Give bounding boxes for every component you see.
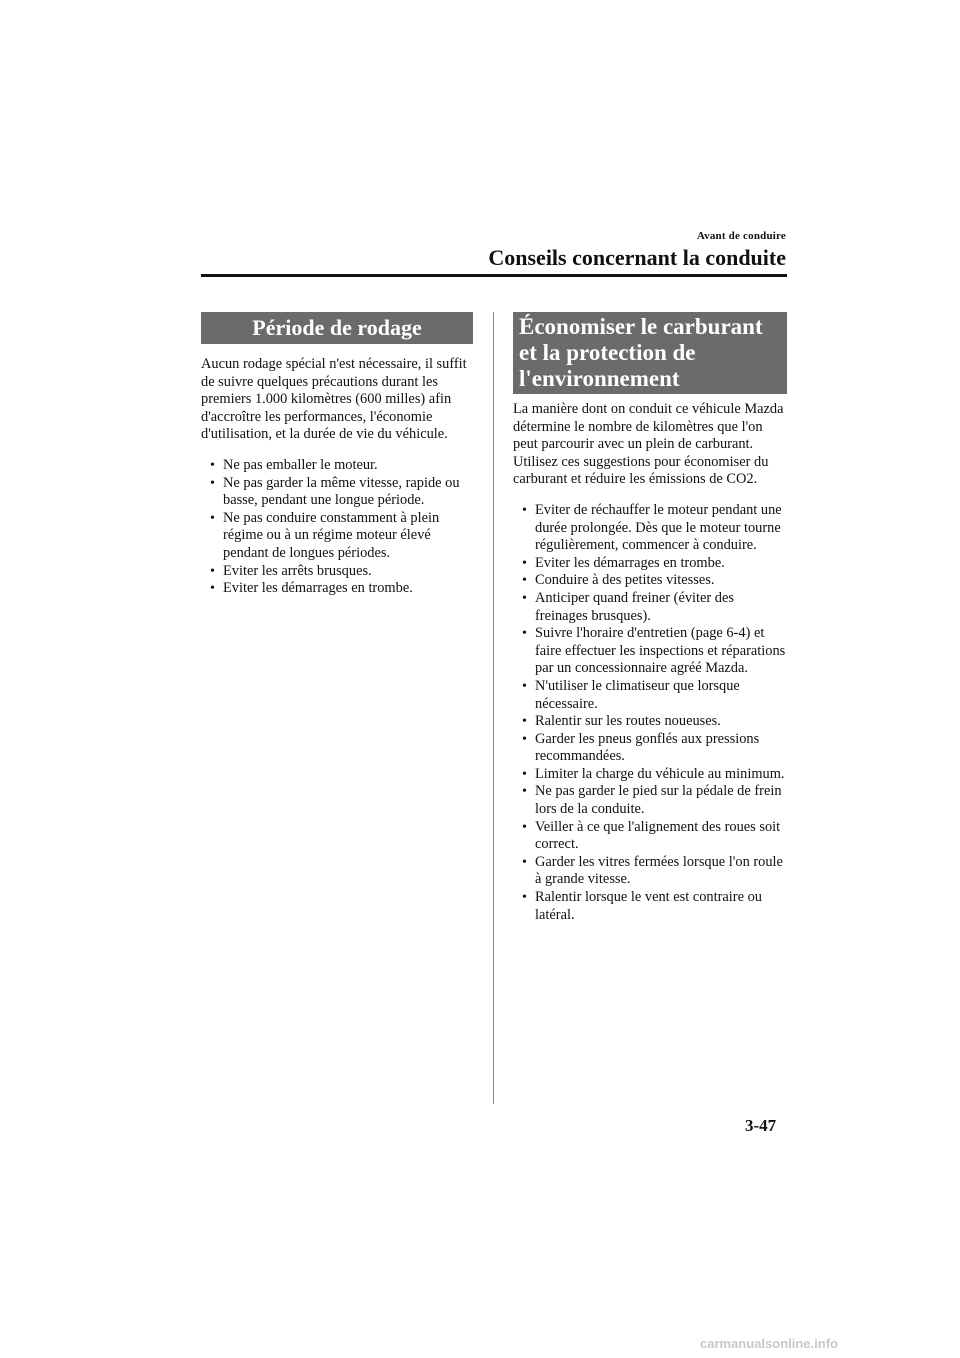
- bullet-icon: •: [522, 678, 527, 694]
- list-item: • Garder les vitres fermées lorsque l'on roule à grande vitesse.: [522, 853, 783, 888]
- watermark: carmanualsonline.info: [700, 1336, 838, 1351]
- bullet-icon: •: [522, 766, 527, 782]
- list-item: • Ne pas conduire constamment à plein régime ou à un régime moteur élevé pendant de longues périodes.: [210, 509, 440, 561]
- bullet-icon: •: [522, 502, 527, 518]
- left-column: [201, 312, 473, 598]
- bullet-icon: •: [522, 555, 527, 571]
- intro-paragraph-break-in: Aucun rodage spécial n'est nécessaire, il suffit de suivre quelques précautions durant les premiers 1.000 kilomètres (600 milles) afin d'accroître les performances, l'économie d'utilisation, et la durée de vie du véhicule.: [201, 356, 467, 443]
- bullet-icon: •: [210, 457, 215, 473]
- bullet-list-fuel-economy: [513, 502, 787, 924]
- section-label: Avant de conduire: [696, 230, 786, 242]
- bullet-icon: •: [522, 890, 527, 906]
- list-item: • N'utiliser le climatiseur que lorsque nécessaire.: [522, 677, 740, 712]
- column-divider: [493, 312, 494, 1104]
- page-title: Conseils concernant la conduite: [488, 245, 786, 270]
- list-item: • Veiller à ce que l'alignement des roues soit correct.: [522, 818, 781, 853]
- list-item: • Anticiper quand freiner (éviter des freinages brusques).: [522, 589, 734, 624]
- list-item: • Suivre l'horaire d'entretien (page 6-4) et faire effectuer les inspections et réparations par un concessionnaire agréé Mazda.: [522, 625, 786, 677]
- bullet-icon: •: [522, 784, 527, 800]
- bullet-icon: •: [522, 590, 527, 606]
- bullet-icon: •: [210, 475, 215, 491]
- bullet-icon: •: [522, 573, 527, 589]
- bullet-icon: •: [522, 731, 527, 747]
- bullet-icon: •: [522, 714, 527, 730]
- list-item: • Ralentir lorsque le vent est contraire ou latéral.: [522, 889, 762, 923]
- bullet-icon: •: [210, 581, 215, 597]
- list-item: • Eviter les arrêts brusques.: [210, 562, 372, 579]
- list-item: • Ne pas garder le pied sur la pédale de frein lors de la conduite.: [522, 783, 782, 818]
- heading-fuel-economy: Économiser le carburant et la protection de l'environnement: [513, 312, 787, 394]
- bullet-icon: •: [210, 563, 215, 579]
- list-item: • Eviter de réchauffer le moteur pendant une durée prolongée. Dès que le moteur tourne régulièrement, commencer à conduire.: [522, 501, 782, 554]
- list-item: • Eviter les démarrages en trombe.: [210, 580, 413, 597]
- bullet-icon: •: [522, 626, 527, 642]
- bullet-icon: •: [522, 819, 527, 835]
- list-item: • Conduire à des petites vitesses.: [522, 572, 715, 589]
- intro-paragraph-fuel-economy: La manière dont on conduit ce véhicule Mazda détermine le nombre de kilomètres que l'on peut parcourir avec un plein de carburant. Utilisez ces suggestions pour économiser du carburant et réduire les émissions de CO2.: [513, 401, 784, 488]
- list-item: • Limiter la charge du véhicule au minimum.: [522, 765, 785, 782]
- list-item: • Ne pas garder la même vitesse, rapide ou basse, pendant une longue période.: [210, 474, 460, 509]
- bullet-icon: •: [210, 510, 215, 526]
- list-item: • Ralentir sur les routes noueuses.: [522, 713, 721, 730]
- list-item: • Garder les pneus gonflés aux pressions recommandées.: [522, 730, 760, 765]
- list-item: • Ne pas emballer le moteur.: [210, 456, 378, 473]
- bullet-icon: •: [522, 854, 527, 870]
- heading-break-in-period: Période de rodage: [201, 312, 473, 344]
- bullet-list-break-in: [201, 457, 473, 598]
- header-rule: [201, 274, 787, 277]
- page-number: 3-47: [745, 1116, 777, 1135]
- list-item: • Eviter les démarrages en trombe.: [522, 554, 725, 571]
- right-column: [513, 312, 787, 924]
